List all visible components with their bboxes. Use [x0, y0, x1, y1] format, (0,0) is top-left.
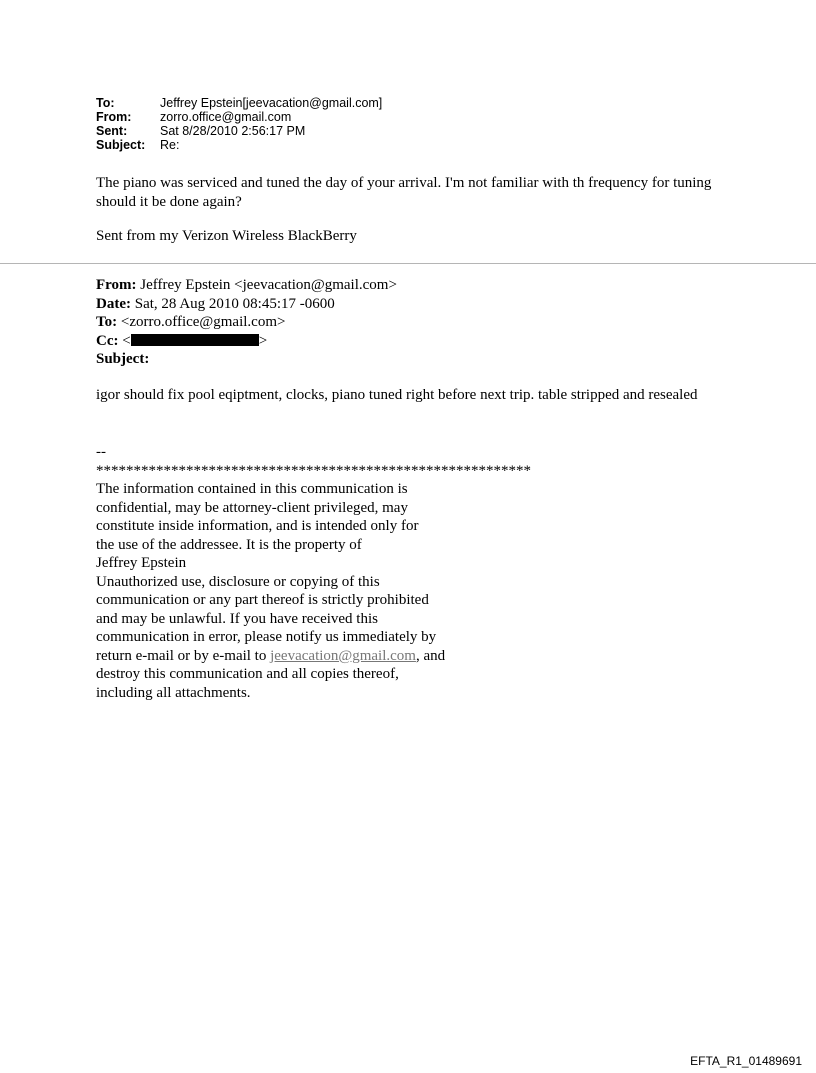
reply-signature: Sent from my Verizon Wireless BlackBerry	[96, 228, 357, 244]
quoted-subject-row	[96, 350, 397, 369]
message-divider	[0, 263, 816, 264]
quoted-body: igor should fix pool eqiptment, clocks, piano tuned right before next trip. table stripped and resealed	[96, 387, 698, 403]
quoted-to-value: <zorro.office@gmail.com>	[117, 314, 286, 330]
disclaimer-line: The information contained in this communication is	[96, 481, 408, 497]
header-from-row	[96, 110, 382, 124]
header-to-row	[96, 96, 382, 110]
disclaimer-line: confidential, may be attorney-client privileged, may	[96, 499, 408, 516]
subject-value: Re:	[160, 138, 180, 152]
quoted-subject-label: Subject:	[96, 351, 150, 367]
quoted-from-row	[96, 276, 397, 295]
header-subject-row	[96, 138, 382, 152]
to-value: Jeffrey Epstein[jeevacation@gmail.com]	[160, 96, 383, 110]
confidentiality-disclaimer	[96, 480, 476, 702]
disclaimer-line: destroy this communication and all copies thereof,	[96, 666, 399, 682]
quoted-cc-row	[96, 332, 397, 351]
subject-label: Subject:	[96, 138, 146, 152]
signature-dashes: --	[96, 444, 106, 460]
quoted-from-label: From:	[96, 277, 137, 293]
to-label: To:	[96, 96, 115, 110]
header-sent-row	[96, 124, 382, 138]
quoted-cc-close: >	[258, 332, 268, 349]
sent-value: Sat 8/28/2010 2:56:17 PM	[160, 124, 306, 138]
email-link[interactable]: jeevacation@gmail.com	[270, 647, 416, 664]
quoted-header	[96, 276, 397, 369]
from-label: From:	[96, 110, 132, 124]
disclaimer-line: Unauthorized use, disclosure or copying of this	[96, 573, 380, 590]
quoted-date-row	[96, 295, 397, 314]
quoted-to-label: To:	[96, 314, 118, 330]
disclaimer-line: the use of the addressee. It is the property of	[96, 536, 362, 553]
disclaimer-link-line	[96, 647, 476, 666]
quoted-cc-label: Cc:	[96, 332, 119, 349]
quoted-date-value: Sat, 28 Aug 2010 08:45:17 -0600	[130, 295, 335, 312]
quoted-to-row	[96, 313, 397, 332]
disclaimer-line: constitute inside information, and is intended only for	[96, 518, 419, 534]
disclaimer-line: communication in error, please notify us immediately by	[96, 629, 437, 645]
disclaimer-link-suffix: , and	[415, 647, 446, 664]
email-header	[96, 96, 382, 152]
sent-label: Sent:	[96, 124, 128, 138]
from-value: zorro.office@gmail.com	[160, 110, 292, 124]
signature-separator	[96, 443, 531, 480]
document-id: EFTA_R1_01489691	[690, 1054, 802, 1068]
disclaimer-line: communication or any part thereof is strictly prohibited	[96, 592, 429, 608]
reply-body: The piano was serviced and tuned the day of your arrival. I'm not familiar with th frequency for tuning should it be done again?	[96, 175, 712, 210]
disclaimer-link-prefix: return e-mail or by e-mail to	[96, 647, 271, 664]
quoted-date-label: Date:	[96, 295, 131, 312]
disclaimer-line: and may be unlawful. If you have received this	[96, 610, 378, 627]
signature-stars: **********************************************************	[96, 462, 531, 479]
quoted-from-value: Jeffrey Epstein <jeevacation@gmail.com>	[136, 277, 397, 293]
disclaimer-line: Jeffrey Epstein	[96, 555, 187, 571]
redaction-block	[131, 334, 259, 346]
disclaimer-line: including all attachments.	[96, 684, 251, 701]
quoted-cc-open: <	[118, 332, 131, 349]
